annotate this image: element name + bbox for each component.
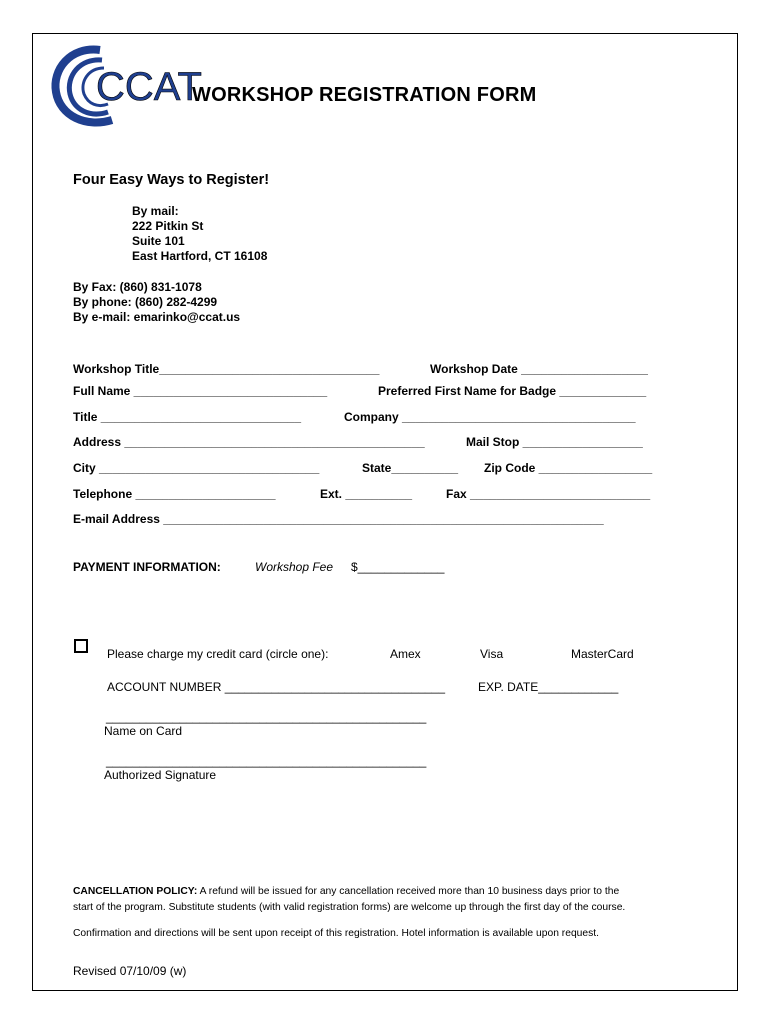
ccat-logo — [48, 40, 202, 130]
mail-line2: Suite 101 — [132, 234, 185, 248]
address-field[interactable]: Address _____________________________________________ — [73, 435, 425, 449]
revised-date: Revised 07/10/09 (w) — [73, 964, 187, 978]
form-title: WORKSHOP REGISTRATION FORM — [192, 84, 537, 106]
company-field[interactable]: Company ___________________________________ — [344, 410, 636, 424]
workshop-date-field[interactable]: Workshop Date ___________________ — [430, 362, 648, 376]
workshop-fee-field[interactable]: $_____________ — [351, 560, 445, 574]
zip-field[interactable]: Zip Code _________________ — [484, 461, 653, 475]
telephone-field[interactable]: Telephone _____________________ — [73, 487, 276, 501]
state-field[interactable]: State__________ — [362, 461, 459, 475]
contact-info — [73, 280, 240, 325]
account-number-field[interactable]: ACCOUNT NUMBER _________________________________ — [107, 680, 446, 694]
signature-label: Authorized Signature — [104, 768, 217, 782]
cancellation-policy-text1: A refund will be issued for any cancellation received more than 10 business days prior to the — [197, 886, 620, 897]
city-field[interactable]: City _________________________________ — [73, 461, 320, 475]
logo-text: CCAT — [96, 65, 202, 109]
email-field[interactable]: E-mail Address __________________________________________________________________ — [73, 512, 604, 526]
mail-address — [132, 204, 267, 264]
workshop-title-field[interactable]: Workshop Title_________________________________ — [73, 362, 380, 376]
charge-card-text: Please charge my credit card (circle one): — [107, 647, 329, 661]
mail-line3: East Hartford, CT 16108 — [132, 249, 268, 263]
cancellation-policy-label: CANCELLATION POLICY: — [73, 886, 198, 897]
cancellation-policy-line1 — [73, 886, 619, 897]
confirmation-text: Confirmation and directions will be sent upon receipt of this registration. Hotel information is available upon request. — [73, 928, 599, 939]
cancellation-policy-line2: start of the program. Substitute students (with valid registration forms) are welcome up through the first day of the course. — [73, 902, 626, 913]
phone-info: By phone: (860) 282-4299 — [73, 295, 218, 309]
name-on-card-line[interactable]: ________________________________________________ — [106, 710, 427, 724]
exp-date-field[interactable]: EXP. DATE____________ — [478, 680, 619, 694]
card-visa[interactable]: Visa — [480, 647, 504, 661]
mail-line1: 222 Pitkin St — [132, 219, 204, 233]
workshop-fee-label: Workshop Fee — [255, 560, 334, 574]
credit-card-checkbox[interactable] — [74, 639, 88, 653]
mail-stop-field[interactable]: Mail Stop __________________ — [466, 435, 643, 449]
fax-info: By Fax: (860) 831-1078 — [73, 280, 202, 294]
full-name-field[interactable]: Full Name _____________________________ — [73, 384, 328, 398]
card-mastercard[interactable]: MasterCard — [571, 647, 634, 661]
name-on-card-label: Name on Card — [104, 724, 183, 738]
fax-field[interactable]: Fax ___________________________ — [446, 487, 651, 501]
card-amex[interactable]: Amex — [390, 647, 421, 661]
register-heading: Four Easy Ways to Register! — [73, 172, 270, 188]
mail-label: By mail: — [132, 204, 179, 218]
email-info: By e-mail: emarinko@ccat.us — [73, 310, 241, 324]
preferred-name-field[interactable]: Preferred First Name for Badge _____________ — [378, 384, 647, 398]
ext-field[interactable]: Ext. __________ — [320, 487, 413, 501]
payment-heading: PAYMENT INFORMATION: — [73, 560, 221, 574]
signature-line[interactable]: ________________________________________________ — [106, 754, 427, 768]
title-field[interactable]: Title ______________________________ — [73, 410, 301, 424]
